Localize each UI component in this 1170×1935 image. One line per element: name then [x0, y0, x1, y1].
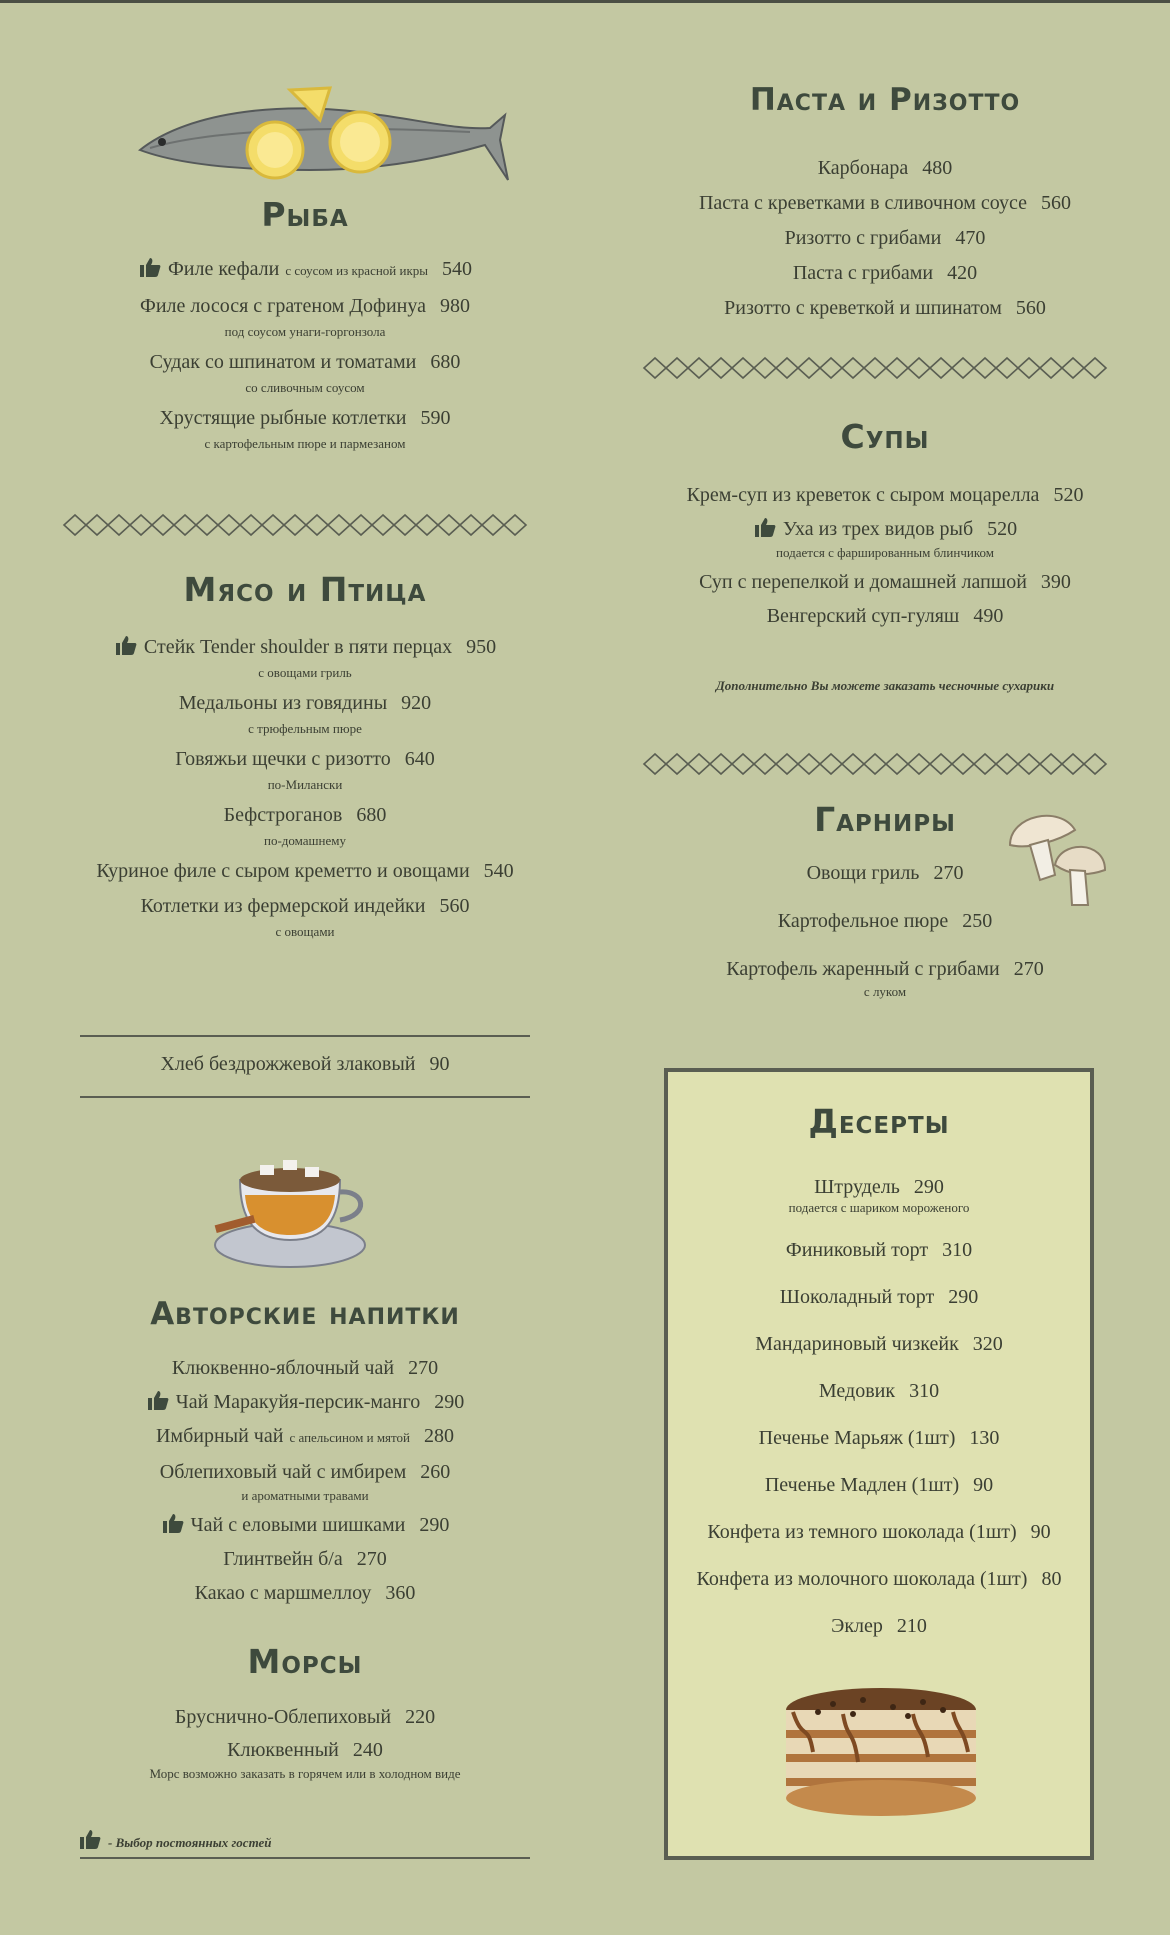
- soups-section: [640, 417, 1130, 456]
- item-name: Хлеб бездрожжевой злаковый: [160, 1053, 416, 1075]
- item-price: 270: [1013, 958, 1044, 980]
- item-name: Хрустящие рыбные котлетки: [159, 407, 407, 429]
- item-name: Филе кефали: [167, 258, 280, 280]
- item-price: 240: [352, 1739, 383, 1761]
- item-name: Филе лосося с гратеном Дофинуа: [140, 295, 426, 317]
- ornament-divider: [60, 511, 550, 539]
- item-name: Облепиховый чай с имбирем: [159, 1461, 407, 1483]
- item-name: Паста с грибами: [792, 262, 934, 284]
- item-name: Клюквенно-яблочный чай: [171, 1357, 395, 1379]
- menu-item: [668, 1378, 1090, 1404]
- item-price: 540: [483, 860, 514, 882]
- menu-item: [668, 1425, 1090, 1451]
- menu-item: [640, 295, 1130, 321]
- ornament-divider: [640, 354, 1130, 382]
- item-note: с луком: [863, 984, 907, 999]
- item-note: с трюфельным пюре: [248, 721, 362, 736]
- menu-item: [668, 1237, 1090, 1263]
- menu-item: [60, 893, 550, 919]
- item-name: Клюквенный: [227, 1739, 339, 1761]
- drinks-heading: Авторские напитки: [150, 1296, 460, 1332]
- mushroom-illustration: [1000, 805, 1110, 915]
- item-price: 490: [973, 605, 1004, 627]
- item-note: по-домашнему: [263, 833, 347, 848]
- item-description: с соусом из красной икры: [285, 263, 429, 278]
- desserts-heading: Десерты: [808, 1102, 950, 1141]
- pasta-section: [640, 82, 1130, 118]
- thumbs-up-icon: [78, 1828, 102, 1850]
- menu-item: [640, 260, 1130, 286]
- item-note: с картофельным пюре и пармезаном: [204, 436, 406, 451]
- item-price: 80: [1041, 1568, 1062, 1590]
- left-column: [60, 0, 550, 1935]
- menu-item: [640, 190, 1130, 216]
- item-name: Карбонара: [817, 157, 909, 179]
- item-name: Говяжьи щечки с ризотто: [175, 748, 391, 770]
- menu-item: [60, 1580, 550, 1606]
- meat-heading: Мясо и Птица: [183, 570, 427, 609]
- item-name: Конфета из темного шоколада (1шт): [707, 1521, 1017, 1543]
- item-price: 560: [439, 895, 470, 917]
- item-name: Печенье Мадлен (1шт): [764, 1474, 960, 1496]
- mors-heading: Морсы: [247, 1642, 363, 1681]
- item-name: Штрудель: [814, 1176, 900, 1198]
- item-price: 130: [969, 1427, 1000, 1449]
- menu-item: [640, 956, 1130, 982]
- soups-items: [640, 482, 1130, 629]
- thumbs-up-icon: [161, 1512, 185, 1534]
- divider-line: [80, 1035, 530, 1037]
- menu-item: [60, 1459, 550, 1485]
- item-name: Ризотто с креветкой и шпинатом: [724, 297, 1002, 319]
- item-price: 290: [434, 1391, 465, 1413]
- menu-item: [668, 1566, 1090, 1592]
- item-name: Суп с перепелкой и домашней лапшой: [699, 571, 1027, 593]
- pasta-heading: Паста и Ризотто: [749, 82, 1021, 118]
- item-price: 680: [430, 351, 461, 373]
- item-note: со сливочным соусом: [245, 380, 365, 395]
- bread-item: [60, 1051, 550, 1077]
- item-note: по-Милански: [267, 777, 343, 792]
- menu-item: [60, 1546, 550, 1572]
- item-name: Ризотто с грибами: [784, 227, 942, 249]
- menu-item: [668, 1174, 1090, 1200]
- item-price: 560: [1015, 297, 1046, 319]
- item-name: Финиковый торт: [785, 1239, 929, 1261]
- sides-heading: Гарниры: [814, 800, 956, 839]
- desserts-items: [668, 1174, 1090, 1639]
- menu-item: [60, 1704, 550, 1730]
- cake-illustration: [763, 1682, 998, 1822]
- item-price: 290: [948, 1286, 979, 1308]
- item-price: 260: [420, 1461, 451, 1483]
- menu-item: [60, 1389, 550, 1415]
- thumbs-up-icon: [138, 256, 162, 278]
- cocoa-cup-illustration: [205, 1140, 375, 1275]
- divider-line: [80, 1096, 530, 1098]
- item-price: 680: [356, 804, 387, 826]
- dessert-panel: [664, 1068, 1094, 1860]
- item-price: 640: [404, 748, 435, 770]
- menu-item: [640, 225, 1130, 251]
- item-price: 520: [1053, 484, 1084, 506]
- item-price: 560: [1041, 192, 1072, 214]
- menu-item: [640, 482, 1130, 508]
- item-price: 980: [439, 295, 470, 317]
- item-name: Имбирный чай: [155, 1425, 284, 1447]
- item-name: Картофель жаренный с грибами: [726, 958, 1000, 980]
- menu-item: [60, 1737, 550, 1763]
- menu-item: [60, 634, 550, 660]
- item-price: 290: [419, 1514, 450, 1536]
- legend-text: - Выбор постоянных гостей: [108, 1835, 272, 1850]
- mors-items: [60, 1704, 550, 1782]
- menu-item: [640, 569, 1130, 595]
- menu-item: [60, 256, 550, 284]
- item-price: 470: [955, 227, 986, 249]
- item-name: Чай Маракуйя-персик-манго: [175, 1391, 421, 1413]
- item-name: Куриное филе с сыром креметто и овощами: [96, 860, 470, 882]
- menu-item: [60, 858, 550, 884]
- item-price: 90: [429, 1053, 450, 1075]
- item-name: Печенье Марьяж (1шт): [758, 1427, 956, 1449]
- item-name: Чай с еловыми шишками: [190, 1514, 406, 1536]
- item-price: 280: [424, 1425, 455, 1447]
- menu-item: [60, 1355, 550, 1381]
- item-price: 480: [922, 157, 953, 179]
- item-note: подается с фаршированным блинчиком: [776, 545, 994, 560]
- item-price: 90: [973, 1474, 994, 1496]
- drinks-items: [60, 1355, 550, 1606]
- item-name: Мандариновый чизкейк: [755, 1333, 959, 1355]
- item-name: Картофельное пюре: [777, 910, 949, 932]
- item-price: 270: [933, 862, 964, 884]
- menu-item: [60, 293, 550, 319]
- item-note: Морс возможно заказать в горячем или в холодном виде: [149, 1766, 461, 1781]
- fish-heading: Рыба: [261, 195, 349, 234]
- menu-item: [640, 155, 1130, 181]
- menu-item: [60, 349, 550, 375]
- item-note: с овощами гриль: [258, 665, 352, 680]
- menu-item: [640, 516, 1130, 542]
- item-note: и ароматными травами: [241, 1488, 369, 1503]
- item-name: Котлетки из фермерской индейки: [140, 895, 426, 917]
- item-name: Глинтвейн б/а: [223, 1548, 343, 1570]
- item-name: Какао с маршмеллоу: [194, 1582, 372, 1604]
- item-price: 590: [420, 407, 451, 429]
- item-price: 90: [1030, 1521, 1051, 1543]
- meat-items: [60, 634, 550, 940]
- item-name: Овощи гриль: [806, 862, 920, 884]
- thumbs-up-icon: [753, 516, 777, 538]
- ornament-divider: [640, 750, 1130, 778]
- item-note: с овощами: [275, 924, 335, 939]
- menu-item: [60, 690, 550, 716]
- item-name: Стейк Tender shoulder в пяти перцах: [143, 636, 453, 658]
- menu-item: [668, 1613, 1090, 1639]
- menu-item: [60, 1512, 550, 1538]
- item-price: 290: [913, 1176, 944, 1198]
- menu-item: [60, 802, 550, 828]
- thumbs-up-icon: [146, 1389, 170, 1411]
- soups-extra-note: Дополнительно Вы можете заказать чесночные сухарики: [715, 678, 1055, 693]
- menu-item: [640, 603, 1130, 629]
- fish-section: [60, 195, 550, 234]
- fish-items: [60, 256, 550, 452]
- legend: [78, 1828, 272, 1851]
- menu-item: [60, 746, 550, 772]
- item-name: Венгерский суп-гуляш: [766, 605, 960, 627]
- item-price: 320: [972, 1333, 1003, 1355]
- item-note: подается с шариком мороженого: [788, 1200, 970, 1215]
- item-price: 270: [356, 1548, 387, 1570]
- item-name: Крем-суп из креветок с сыром моцарелла: [686, 484, 1040, 506]
- item-name: Конфета из молочного шоколада (1шт): [696, 1568, 1028, 1590]
- item-name: Эклер: [831, 1615, 883, 1637]
- mors-section: [60, 1642, 550, 1681]
- item-price: 360: [385, 1582, 416, 1604]
- item-price: 520: [987, 518, 1018, 540]
- item-price: 950: [466, 636, 497, 658]
- item-price: 210: [896, 1615, 927, 1637]
- item-name: Шоколадный торт: [779, 1286, 935, 1308]
- desserts-section: [668, 1102, 1090, 1141]
- item-name: Уха из трех видов рыб: [782, 518, 974, 540]
- menu-item: [668, 1472, 1090, 1498]
- item-price: 250: [962, 910, 993, 932]
- pasta-items: [640, 155, 1130, 321]
- item-name: Бруснично-Облепиховый: [174, 1706, 392, 1728]
- divider-line: [80, 1857, 530, 1859]
- thumbs-up-icon: [114, 634, 138, 656]
- item-price: 920: [401, 692, 432, 714]
- drinks-section: [60, 1296, 550, 1332]
- item-price: 540: [442, 258, 473, 280]
- item-description: с апельсином и мятой: [289, 1430, 411, 1445]
- menu-item: [60, 405, 550, 431]
- menu-item: [668, 1519, 1090, 1545]
- menu-item: [668, 1284, 1090, 1310]
- meat-section: [60, 570, 550, 609]
- fish-illustration: [130, 70, 510, 190]
- item-price: 270: [408, 1357, 439, 1379]
- menu-item: [668, 1331, 1090, 1357]
- soups-heading: Супы: [840, 417, 930, 456]
- item-name: Бефстроганов: [223, 804, 343, 826]
- item-name: Судак со шпинатом и томатами: [149, 351, 417, 373]
- item-name: Паста с креветками в сливочном соусе: [698, 192, 1028, 214]
- item-price: 310: [909, 1380, 940, 1402]
- item-price: 420: [947, 262, 978, 284]
- item-name: Медальоны из говядины: [178, 692, 388, 714]
- menu-item: [60, 1423, 550, 1451]
- item-note: под соусом унаги-горгонзола: [224, 324, 386, 339]
- item-price: 390: [1040, 571, 1071, 593]
- item-price: 220: [405, 1706, 436, 1728]
- item-price: 310: [942, 1239, 973, 1261]
- item-name: Медовик: [818, 1380, 896, 1402]
